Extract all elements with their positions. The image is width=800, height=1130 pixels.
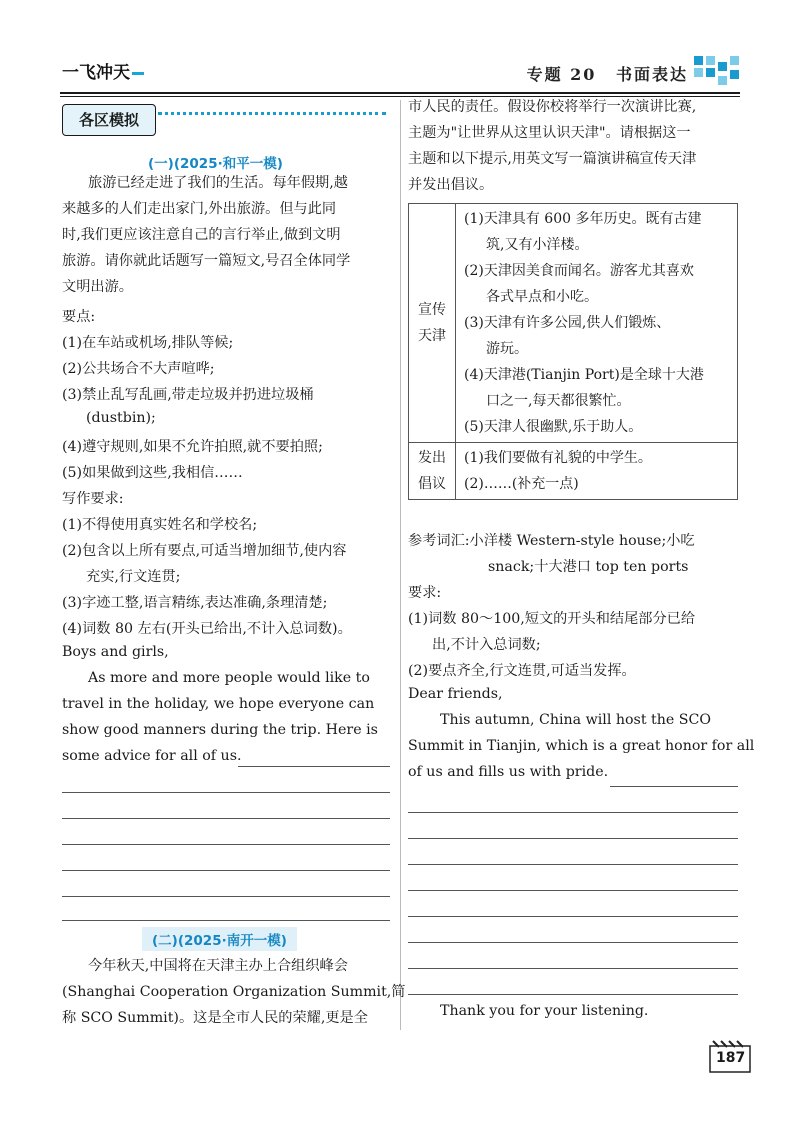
task2-prompt-line: 市人民的责任。假设你校将举行一次演讲比赛,: [408, 99, 697, 115]
task1-requirements-label: 写作要求:: [62, 491, 124, 507]
task2-requirements-label: 要求:: [408, 585, 442, 601]
writing-line[interactable]: [238, 766, 390, 767]
row-content-appeal: [456, 443, 738, 500]
task1-point: (1)在车站或机场,排队等候;: [62, 335, 234, 351]
task2-prompt-line: 主题和以下提示,用英文写一篇演讲稿宣传天津: [408, 151, 697, 167]
task1-opening-line: some advice for all of us.: [62, 748, 242, 764]
hint-item-cont: 游玩。: [486, 341, 528, 357]
hint-item-cont: 口之一,每天都很繁忙。: [486, 393, 631, 409]
hint-item: (3)天津有许多公园,供人们锻炼、: [464, 315, 671, 331]
column-divider: [400, 100, 401, 1030]
writing-line[interactable]: [408, 916, 738, 917]
hint-item: (1)天津具有 600 多年历史。既有古建: [464, 211, 702, 227]
task1-requirement: 充实,行文连贯;: [86, 569, 181, 585]
writing-line[interactable]: [408, 838, 738, 839]
task2-opening-line: Summit in Tianjin, which is a great honor for all: [408, 738, 755, 754]
writing-line[interactable]: [408, 890, 738, 891]
row-label-text: 宣传: [418, 302, 446, 318]
writing-line[interactable]: [62, 896, 390, 897]
task1-opening-line: travel in the holiday, we hope everyone can: [62, 696, 375, 712]
row-label-promote: [409, 204, 456, 443]
task2-prompt-line: 称 SCO Summit)。这是全市人民的荣耀,更是全: [62, 1010, 368, 1026]
writing-line[interactable]: [62, 818, 390, 819]
task1-requirement: (1)不得使用真实姓名和学校名;: [62, 517, 258, 533]
writing-line[interactable]: [62, 870, 390, 871]
hint-item: (5)天津人很幽默,乐于助人。: [464, 419, 643, 435]
task2-requirement: (1)词数 80～100,短文的开头和结尾部分已给: [408, 611, 696, 627]
page-number: 187: [716, 1050, 746, 1066]
writing-line[interactable]: [408, 942, 738, 943]
task1-point: (4)遵守规则,如果不允许拍照,就不要拍照;: [62, 439, 323, 455]
task1-requirement: (4)词数 80 左右(开头已给出,不计入总词数)。: [62, 621, 352, 637]
task2-greeting: Dear friends,: [408, 686, 503, 702]
brand-swoosh: [132, 72, 144, 75]
row-label-text: 天津: [418, 328, 446, 344]
row-label-text: 倡议: [418, 476, 446, 492]
task2-prompt-line: 主题为"让世界从这里认识天津"。请根据这一: [408, 125, 691, 141]
table-row: [409, 204, 738, 443]
row-content-promote: [456, 204, 738, 443]
vocab-line: snack;十大港口 top ten ports: [488, 559, 689, 575]
task1-prompt-line: 旅游。请你就此话题写一篇短文,号召全体同学: [62, 253, 351, 269]
section-badge: 各区模拟: [62, 104, 156, 136]
task2-requirement: (2)要点齐全,行文连贯,可适当发挥。: [408, 663, 636, 679]
hint-item: (2)天津因美食而闻名。游客尤其喜欢: [464, 263, 694, 279]
hint-item-cont: 筑,又有小洋楼。: [486, 237, 589, 253]
task1-point: (5)如果做到这些,我相信……: [62, 465, 243, 481]
topic-label: 专题 20: [526, 65, 597, 84]
task1-opening-line: show good manners during the trip. Here is: [62, 722, 378, 738]
task1-point: (2)公共场合不大声喧哗;: [62, 361, 215, 377]
running-header: [527, 62, 688, 85]
table-row: [409, 443, 738, 500]
task2-prompt-line: 今年秋天,中国将在天津主办上合组织峰会: [88, 958, 348, 974]
hint-item: (1)我们要做有礼貌的中学生。: [464, 450, 652, 466]
task1-opening-line: As more and more people would like to: [88, 670, 370, 686]
task1-requirement: (2)包含以上所有要点,可适当增加细节,使内容: [62, 543, 347, 559]
brand-text: 一飞冲天: [62, 63, 130, 83]
task2-opening-line: This autumn, China will host the SCO: [440, 712, 711, 728]
task1-prompt-line: 文明出游。: [62, 279, 133, 295]
header-rule: [60, 92, 740, 94]
task2-subtitle: (二)(2025·南开一模): [142, 927, 297, 951]
task2-prompt-line: (Shanghai Cooperation Organization Summit,简: [62, 984, 406, 1000]
task2-requirement: 出,不计入总词数;: [432, 637, 541, 653]
task1-prompt-line: 来越多的人们走出家门,外出旅游。但与此同: [62, 201, 337, 217]
writing-line[interactable]: [62, 844, 390, 845]
task1-requirement: (3)字迹工整,语言精练,表达准确,条理清楚;: [62, 595, 328, 611]
task1-subtitle: (一)(2025·和平一模): [148, 156, 283, 172]
decor-squares-icon: [692, 54, 740, 88]
task2-closing: Thank you for your listening.: [440, 1003, 649, 1019]
row-label-text: 发出: [418, 450, 446, 466]
brand-logo: [62, 58, 144, 83]
task2-opening-line: of us and fills us with pride.: [408, 764, 609, 780]
task1-prompt-line: 时,我们更应该注意自己的言行举止,做到文明: [62, 227, 341, 243]
writing-line[interactable]: [408, 968, 738, 969]
hint-item: (4)天津港(Tianjin Port)是全球十大港: [464, 367, 704, 383]
task1-points-label: 要点:: [62, 309, 96, 325]
writing-line[interactable]: [62, 792, 390, 793]
writing-line[interactable]: [62, 920, 390, 921]
section-title: 书面表达: [615, 65, 688, 84]
hints-table: [408, 203, 738, 500]
task1-greeting: Boys and girls,: [62, 644, 169, 660]
writing-line[interactable]: [610, 786, 738, 787]
task1-prompt-line: 旅游已经走进了我们的生活。每年假期,越: [88, 175, 348, 191]
hint-item-cont: 各式早点和小吃。: [486, 289, 598, 305]
badge-dotted-line: [158, 112, 386, 115]
hint-item: (2)……(补充一点): [464, 476, 579, 492]
task2-prompt-line: 并发出倡议。: [408, 177, 494, 193]
writing-line[interactable]: [408, 994, 738, 995]
vocab-line: 参考词汇:小洋楼 Western-style house;小吃: [408, 533, 695, 549]
task1-point: (3)禁止乱写乱画,带走垃圾并扔进垃圾桶: [62, 387, 314, 403]
task1-point: (dustbin);: [86, 410, 156, 426]
row-label-appeal: [409, 443, 456, 500]
writing-line[interactable]: [408, 864, 738, 865]
writing-line[interactable]: [408, 812, 738, 813]
